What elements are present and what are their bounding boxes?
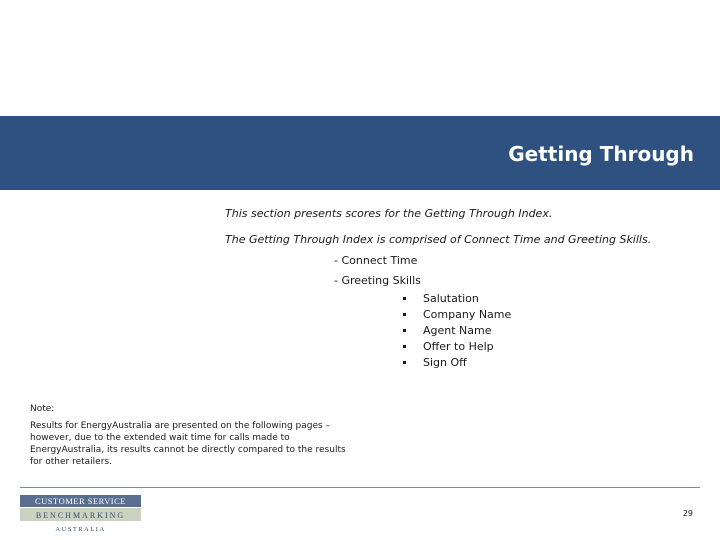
logo-line-2: BENCHMARKING xyxy=(35,511,126,520)
component-connect-time: - Connect Time xyxy=(334,254,418,267)
intro-line-2: The Getting Through Index is comprised of Connect Time and Greeting Skills. xyxy=(225,233,652,246)
list-item-label: Company Name xyxy=(423,308,512,321)
logo-line-3: AUSTRALIA xyxy=(55,526,106,533)
note-text: Results for EnergyAustralia are presented on the following pages – however, due to the extended wait time for calls made to EnergyAustralia, its results cannot be directly compared to the results for other retailers. xyxy=(30,421,346,467)
list-item-label: Offer to Help xyxy=(423,340,494,353)
list-item-label: Salutation xyxy=(423,292,479,305)
customer-service-benchmarking-logo xyxy=(20,495,141,535)
bullet-icon xyxy=(403,361,406,364)
title-band xyxy=(0,116,720,190)
bullet-icon xyxy=(403,329,406,332)
list-item-label: Agent Name xyxy=(423,324,492,337)
list-item-label: Sign Off xyxy=(423,356,467,369)
intro-line-1: This section presents scores for the Getting Through Index. xyxy=(225,207,553,220)
bullet-icon xyxy=(403,297,406,300)
logo-line-1: CUSTOMER SERVICE xyxy=(35,496,126,506)
page-number: 29 xyxy=(682,509,693,518)
note-heading: Note: xyxy=(30,404,55,414)
component-greeting-skills: - Greeting Skills xyxy=(334,274,421,287)
slide-title: Getting Through xyxy=(508,142,694,166)
bullet-icon xyxy=(403,313,406,316)
bullet-icon xyxy=(403,345,406,348)
footer-divider xyxy=(20,487,700,488)
